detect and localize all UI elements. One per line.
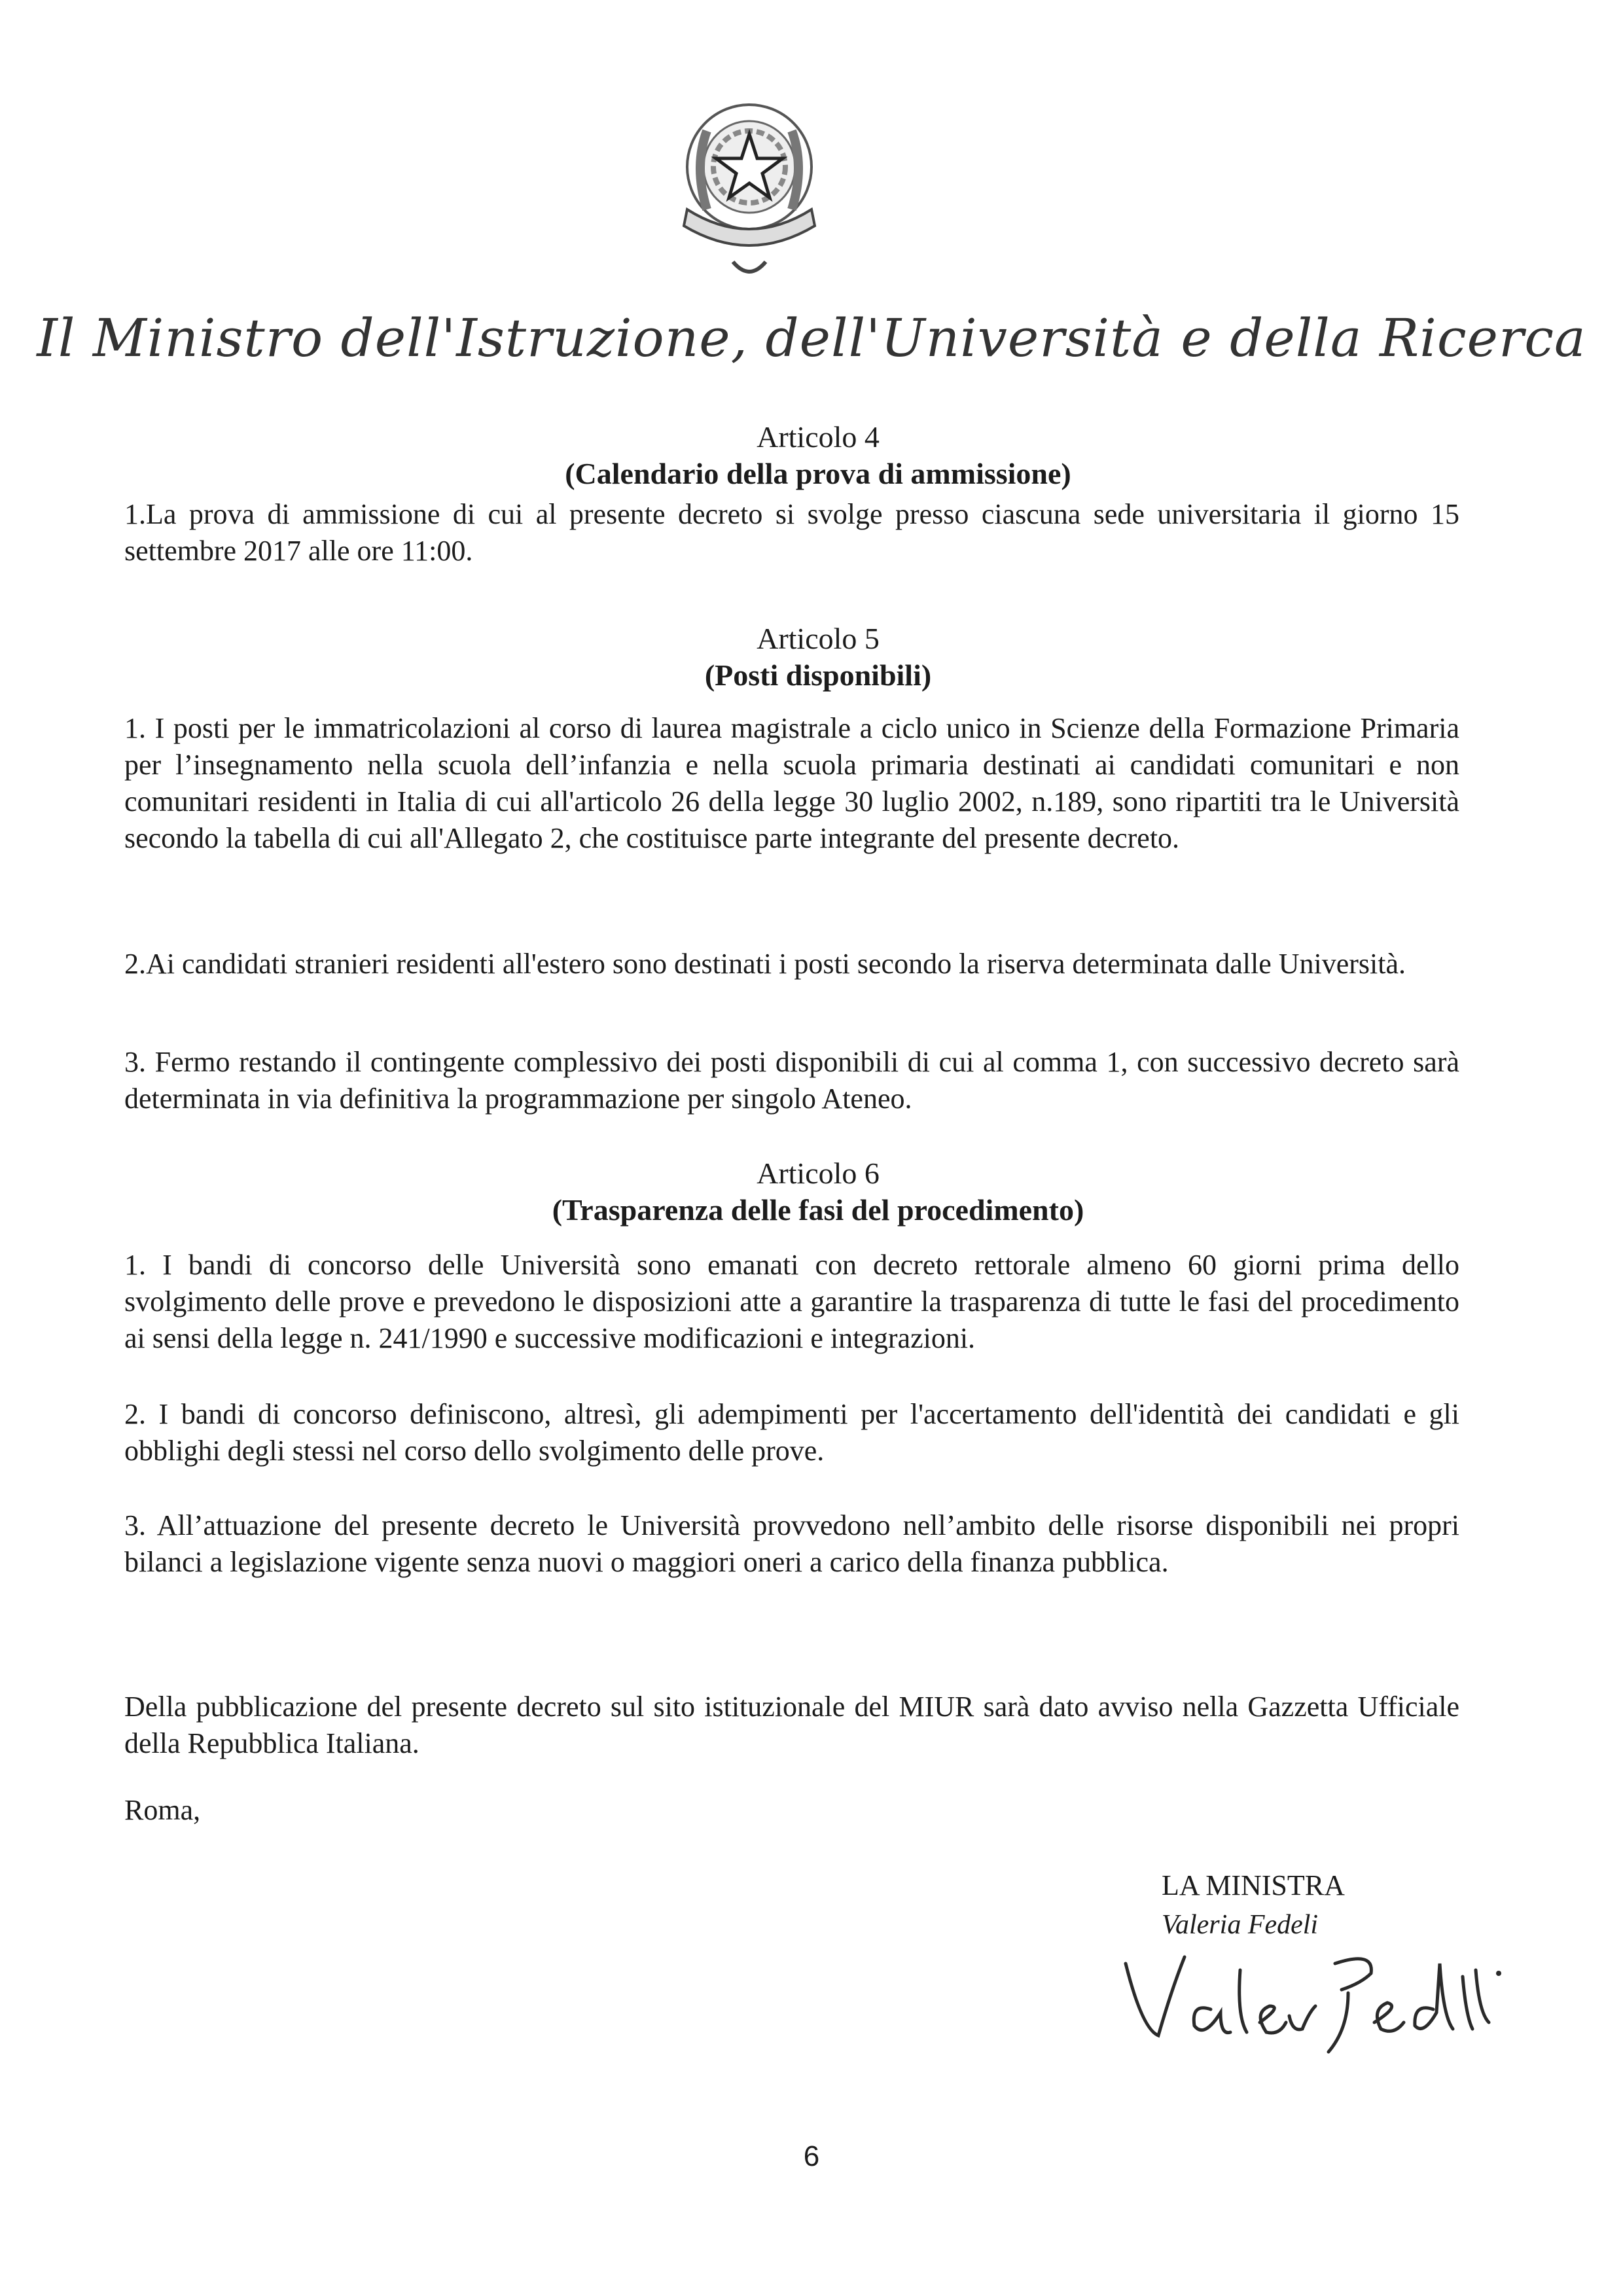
- place-line: Roma,: [124, 1794, 201, 1826]
- article-6-paragraph-1: 1. I bandi di concorso delle Università sono emanati con decreto rettorale almeno 60 giorni prima dello svolgimento delle prove e prevedono le disposizioni atte a garantire la trasparenza di tutte le fasi del procedimento ai sensi della legge n. 241/1990 e successive modificazioni e integrazioni.: [124, 1249, 1459, 1354]
- article-4-paragraph-1: 1.La prova di ammissione di cui al presente decreto si svolge presso ciascuna sede universitaria il giorno 15 settembre 2017 alle ore 11:00.: [124, 498, 1459, 567]
- article-title: (Calendario della prova di ammissione): [565, 457, 1071, 490]
- article-number: Articolo 4: [757, 420, 880, 454]
- article-title: (Trasparenza delle fasi del procedimento): [552, 1193, 1084, 1227]
- article-number: Articolo 6: [757, 1157, 880, 1190]
- article-5-heading: [124, 620, 1512, 694]
- page-number: 6: [803, 2140, 820, 2172]
- article-5-paragraph-1: 1. I posti per le immatricolazioni al corso di laurea magistrale a ciclo unico in Scienze della Formazione Primaria per l’insegnamento nella scuola dell’infanzia e nella scuola primaria destinati ai candidati comunitari e non comunitari residenti in Italia di cui all'articolo 26 della legge 30 luglio 2002, n.189, sono ripartiti tra le Università secondo la tabella di cui all'Allegato 2, che costituisce parte integrante del presente decreto.: [124, 712, 1459, 854]
- publication-notice: Della pubblicazione del presente decreto sul sito istituzionale del MIUR sarà dato avviso nella Gazzetta Ufficiale della Repubblica Italiana.: [124, 1691, 1459, 1759]
- article-number: Articolo 5: [757, 622, 880, 655]
- article-title: (Posti disponibili): [704, 658, 932, 692]
- handwritten-signature: [1113, 1937, 1505, 2055]
- italian-republic-emblem: [668, 79, 831, 288]
- article-5-paragraph-2: 2.Ai candidati stranieri residenti all'estero sono destinati i posti secondo la riserva determinata dalle Università.: [124, 948, 1406, 980]
- signatory-name: Valeria Fedeli: [1162, 1910, 1319, 1940]
- signatory-title: LA MINISTRA: [1162, 1869, 1345, 1901]
- article-6-paragraph-3: 3. All’attuazione del presente decreto le Università provvedono nell’ambito delle risorse disponibili nei propri bilanci a legislazione vigente senza nuovi o maggiori oneri a carico della finanza pubblica.: [124, 1509, 1459, 1578]
- article-5-paragraph-3: 3. Fermo restando il contingente complessivo dei posti disponibili di cui al comma 1, con successivo decreto sarà determinata in via definitiva la programmazione per singolo Ateneo.: [124, 1046, 1459, 1115]
- article-6-heading: [124, 1155, 1512, 1229]
- article-6-paragraph-2: 2. I bandi di concorso definiscono, altresì, gli adempimenti per l'accertamento dell'identità dei candidati e gli obblighi degli stessi nel corso dello svolgimento delle prove.: [124, 1398, 1459, 1467]
- ministry-heading: Il Ministro dell'Istruzione, dell'Università e della Ricerca: [37, 308, 1586, 368]
- article-4-heading: [124, 419, 1512, 492]
